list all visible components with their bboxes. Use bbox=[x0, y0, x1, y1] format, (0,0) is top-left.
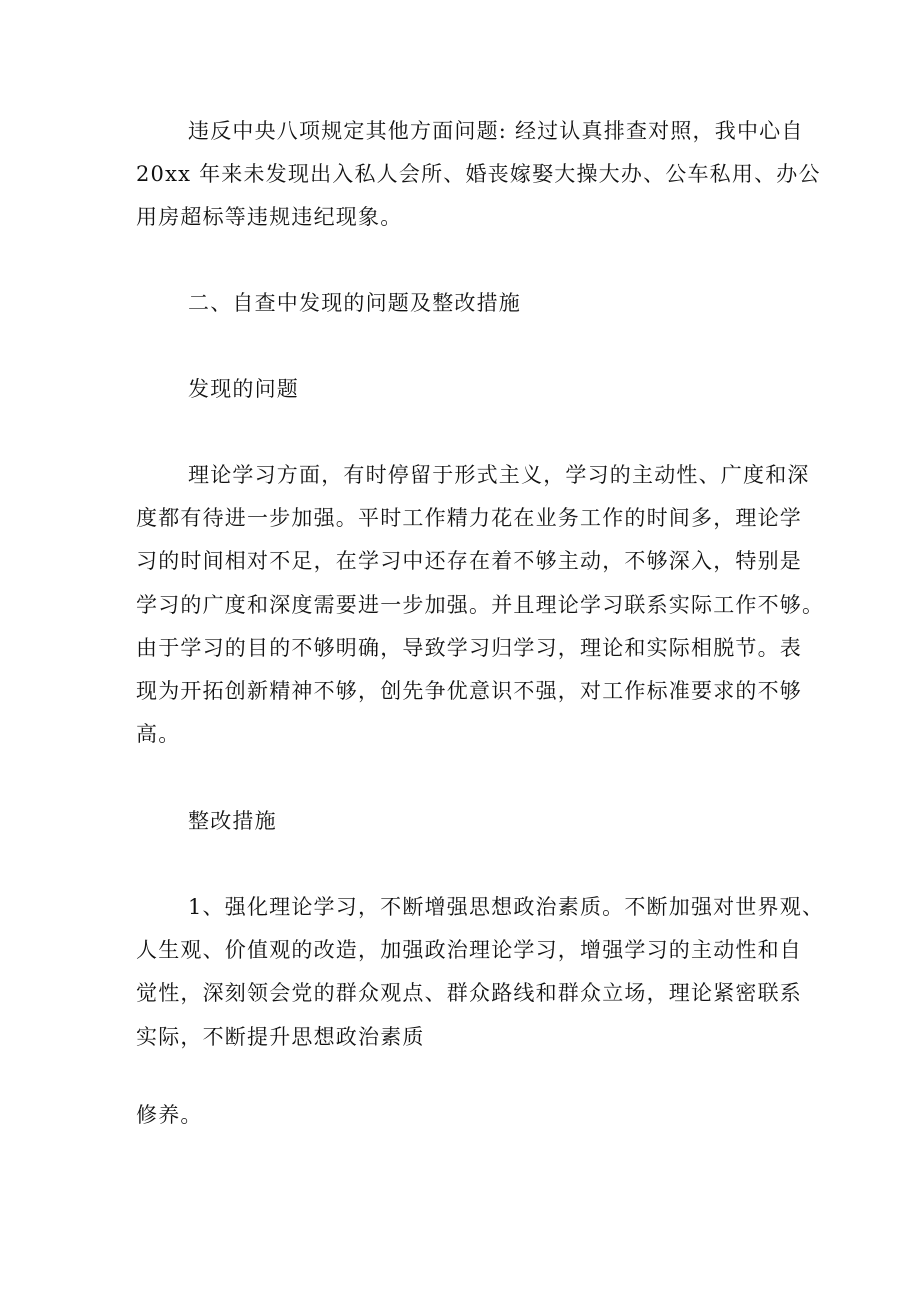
text-line: 觉性，深刻领会党的群众观点、群众路线和群众立场，理论紧密联系 bbox=[136, 981, 802, 1006]
paragraph-trailing: 修养。 bbox=[136, 1103, 203, 1127]
subheading-problems: 发现的问题 bbox=[188, 377, 299, 401]
text-line: 人生观、价值观的改造，加强政治理论学习，增强学习的主动性和自 bbox=[136, 938, 802, 963]
text-line: 习的时间相对不足，在学习中还存在着不够主动，不够深入，特别是 bbox=[136, 549, 802, 574]
text-line: 高。 bbox=[136, 722, 181, 747]
text-line: 现为开拓创新精神不够，创先争优意识不强，对工作标准要求的不够 bbox=[136, 679, 802, 704]
text-line: 实际，不断提升思想政治素质 bbox=[136, 1024, 425, 1049]
text-line: 学习的广度和深度需要进一步加强。并且理论学习联系实际工作不够。 bbox=[136, 592, 825, 617]
text-line: 用房超标等违规违纪现象。 bbox=[136, 205, 403, 230]
paragraph-problems bbox=[136, 454, 825, 756]
text-line: 理论学习方面，有时停留于形式主义，学习的主动性、广度和深 bbox=[188, 463, 810, 487]
text-line: 由于学习的目的不够明确，导致学习归学习，理论和实际相脱节。表 bbox=[136, 635, 802, 660]
text-line: 违反中央八项规定其他方面问题: 经过认真排查对照，我中心自 bbox=[188, 119, 804, 143]
paragraph-measures bbox=[136, 886, 825, 1059]
paragraph-eight-rules bbox=[136, 110, 821, 240]
text-line: 度都有待进一步加强。平时工作精力花在业务工作的时间多，理论学 bbox=[136, 506, 802, 531]
subheading-measures: 整改措施 bbox=[188, 809, 277, 833]
section-heading: 二、自查中发现的问题及整改措施 bbox=[188, 291, 521, 315]
text-line: 1、强化理论学习，不断增强思想政治素质。不断加强对世界观、 bbox=[188, 895, 825, 919]
text-line: 20xx 年来未发现出入私人会所、婚丧嫁娶大操大办、公车私用、办公 bbox=[136, 162, 821, 187]
